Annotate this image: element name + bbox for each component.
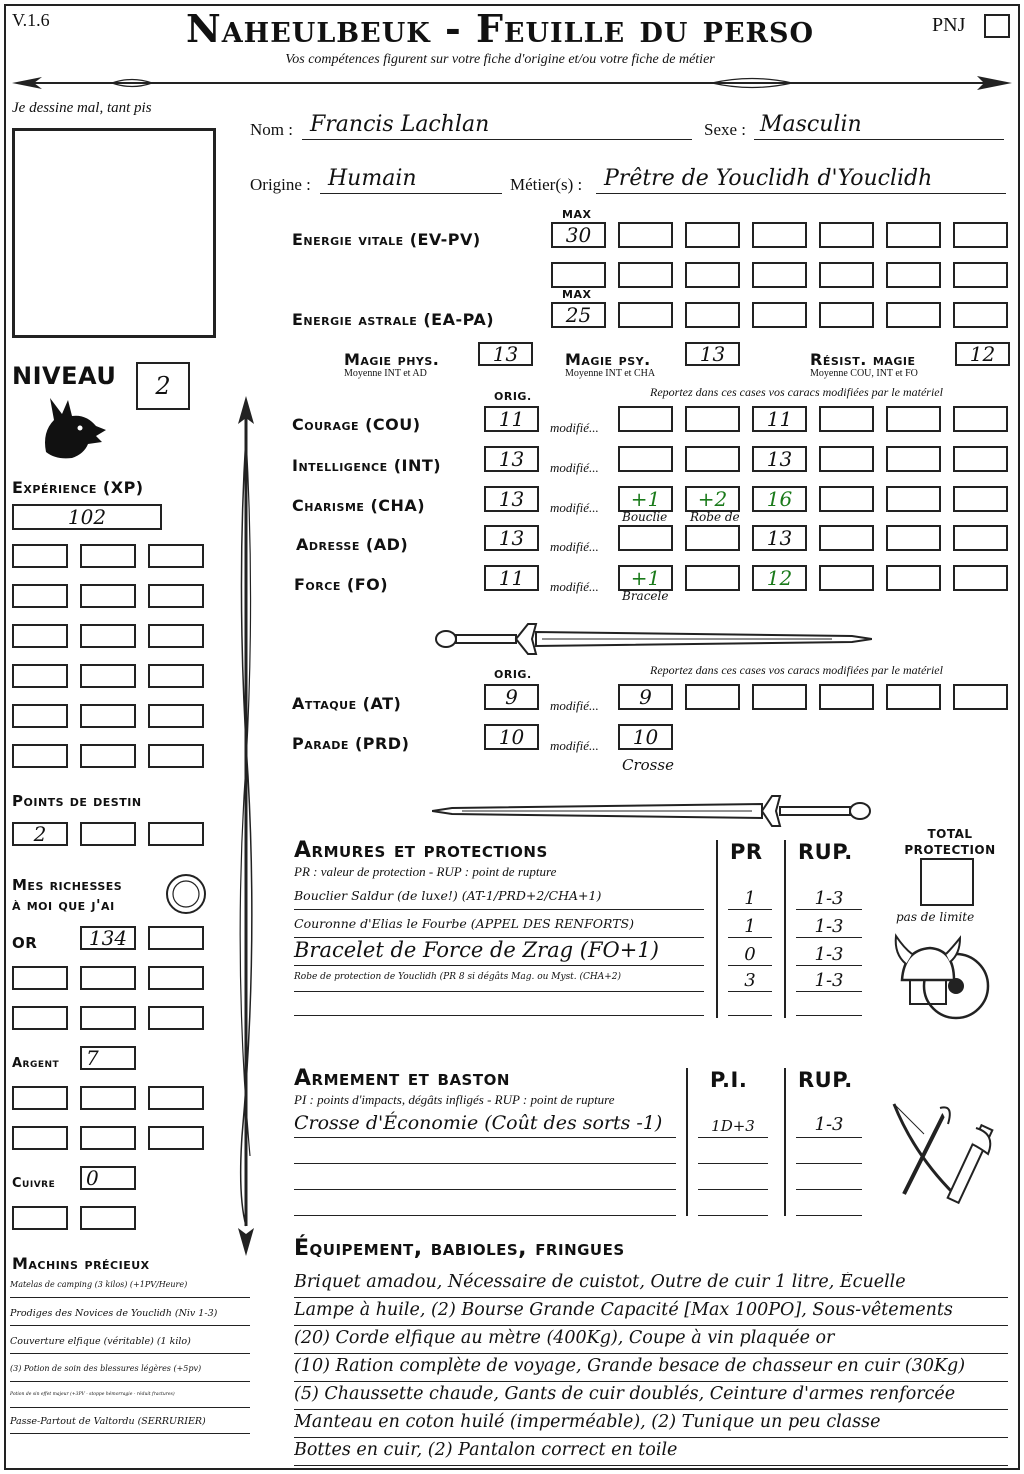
xp-label: Expérience (XP) [12,478,144,497]
prd-label: Parade (PRD) [292,734,410,753]
armure-row-rup[interactable]: 1-3 [796,970,862,992]
combat-extra-box[interactable] [819,684,874,710]
combat-extra-box[interactable] [886,684,941,710]
ea-box[interactable] [618,302,673,328]
arme-row-name[interactable] [294,1172,676,1190]
carac-final-fo[interactable]: 12 [752,565,807,591]
prd-mod-note: Crosse [622,756,674,774]
armure-row-pr[interactable]: 0 [728,944,772,966]
carac-extra-box[interactable] [953,406,1008,432]
origine-label: Origine : [250,175,311,194]
money-extra-box[interactable] [80,1206,136,1230]
total-protection-label: TOTAL PROTECTION [904,827,996,857]
xp-extra-box[interactable] [12,584,68,608]
modif-label: modifié... [550,500,599,515]
armement-rup-label: RUP. [798,1068,853,1092]
xp-extra-box[interactable] [12,664,68,688]
carac-extra-box[interactable] [953,525,1008,551]
argent-box[interactable]: 7 [80,1046,136,1070]
armures-pr-label: PR [730,840,763,864]
magie-phys-label: Magie phys. [344,350,440,369]
money-extra-box[interactable] [80,1126,136,1150]
ea-label: Energie astrale (EA-PA) [292,310,495,329]
ea-box[interactable] [819,302,874,328]
portrait-caption: Je dessine mal, tant pis [12,100,152,116]
machins-label: Machins précieux [12,1254,150,1273]
armure-row-name[interactable]: Couronne d'Elias le Fourbe (APPEL DES RENFORTS) [294,916,704,938]
equipement-line[interactable]: (10) Ration complète de voyage, Grande besace de chasseur en cuir (30Kg) [294,1356,1008,1382]
coin-icon [164,872,208,916]
carac-mod2-note-cha: Robe de [690,510,740,524]
ea-max-box[interactable]: 25 [551,302,606,328]
modif-label: modifié... [550,579,599,594]
armement-title: Armement et baston [294,1066,510,1091]
carac-mod1-note-cha: Bouclie [622,510,668,524]
destin-extra-box[interactable] [148,822,204,846]
destin-label: Points de destin [12,792,142,810]
carac-mod1-ad[interactable] [618,525,673,551]
carac-label-cou: Courage (COU) [292,415,421,434]
carac-orig-fo[interactable]: 11 [484,565,539,591]
armure-row-rup[interactable]: 1-3 [796,916,862,938]
equipement-line[interactable]: (5) Chaussette chaude, Gants de cuir doublés, Ceinture d'armes renforcée [294,1384,1008,1410]
armement-divider [784,1068,786,1216]
xp-extra-box[interactable] [80,704,136,728]
arme-row-pi[interactable] [698,1172,768,1190]
money-extra-box[interactable] [80,966,136,990]
prd-orig-box[interactable]: 10 [484,724,539,750]
machin-item[interactable]: (3) Potion de soin des blessures légères (+5pv) [10,1364,250,1382]
ev-box[interactable] [886,262,941,288]
carac-mod2-cha[interactable]: +2 [685,486,740,512]
version-label: V.1.6 [12,10,50,30]
equipement-line[interactable]: (20) Corde elfique au mètre (400Kg), Coupe à vin plaquée or [294,1328,1008,1354]
ev-box[interactable] [886,222,941,248]
machin-item[interactable]: Passe-Partout de Valtordu (SERRURIER) [10,1416,250,1434]
modif-label: modifié... [550,460,599,475]
destin-box[interactable]: 2 [12,822,68,846]
sword-icon [432,618,872,660]
money-extra-box[interactable] [12,1206,68,1230]
combat-extra-box[interactable] [685,684,740,710]
caracs-orig-label: ORIG. [494,390,532,403]
sword-icon [432,790,872,832]
xp-extra-box[interactable] [12,544,68,568]
dragon-head-icon [36,392,108,462]
cuivre-label: Cuivre [12,1176,56,1191]
ev-box[interactable] [752,262,807,288]
combat-extra-box[interactable] [752,684,807,710]
niveau-label: NIVEAU [12,362,117,390]
pnj-checkbox[interactable] [984,14,1010,38]
armure-row-rup[interactable] [796,998,862,1016]
carac-extra-box[interactable] [886,446,941,472]
money-extra-box[interactable] [148,966,204,990]
xp-extra-box[interactable] [80,664,136,688]
arme-row-rup[interactable] [796,1172,862,1190]
xp-extra-box[interactable] [80,584,136,608]
magie-psy-label: Magie psy. [565,350,651,369]
prd-mod-box[interactable]: 10 [618,724,673,750]
xp-extra-box[interactable] [148,744,204,768]
armure-row-pr[interactable]: 3 [728,970,772,992]
at-mod-box[interactable]: 9 [618,684,673,710]
armures-rup-label: RUP. [798,840,853,864]
ea-box[interactable] [685,302,740,328]
limit-note: pas de limite [896,910,975,924]
carac-mod2-cou[interactable] [685,406,740,432]
carac-extra-box[interactable] [819,406,874,432]
ev-box[interactable] [685,222,740,248]
combat-orig-label: ORIG. [494,668,532,681]
weapons-crossed-icon [884,1094,1004,1214]
arme-row-name[interactable] [294,1146,676,1164]
resist-magie-note: Moyenne COU, INT et FO [810,368,918,379]
equipement-title: Équipement, babioles, fringues [294,1236,625,1261]
ea-box[interactable] [886,302,941,328]
magie-psy-note: Moyenne INT et CHA [565,368,656,379]
machin-item[interactable]: Matelas de camping (3 kilos) (+1PV/Heure) [10,1280,250,1298]
or-box[interactable]: 134 [80,926,136,950]
at-label: Attaque (AT) [292,694,402,713]
ev-box[interactable] [551,262,606,288]
modif-label: modifié... [550,698,599,713]
carac-label-cha: Charisme (CHA) [292,496,426,515]
money-extra-box[interactable] [12,966,68,990]
ev-box[interactable] [819,262,874,288]
nom-field[interactable]: Francis Lachlan [302,112,692,140]
machin-item[interactable]: Potion de sin effet majeur (+3PV - stoppe hémorragie - réduit fractures) [10,1392,250,1408]
armement-note: PI : points d'impacts, dégâts infligés - RUP : point de rupture [294,1092,615,1107]
ea-box[interactable] [953,302,1008,328]
or-label: OR [12,934,38,952]
money-extra-box[interactable] [12,1086,68,1110]
sheet-title: Naheulbeuk - Feuille du perso [186,6,814,51]
resist-magie-label: Résist. magie [810,350,916,369]
carac-orig-cou[interactable]: 11 [484,406,539,432]
ev-box[interactable] [685,262,740,288]
equipement-line[interactable]: Bottes en cuir, (2) Pantalon correct en toile [294,1440,1008,1466]
machin-item[interactable]: Couverture elfique (véritable) (1 kilo) [10,1336,250,1354]
ev-max-box[interactable]: 30 [551,222,606,248]
carac-final-ad[interactable]: 13 [752,525,807,551]
xp-extra-box[interactable] [148,664,204,688]
arme-row-pi[interactable] [698,1146,768,1164]
magie-psy-box[interactable]: 13 [685,342,740,366]
money-extra-box[interactable] [148,1006,204,1030]
niveau-box[interactable]: 2 [136,362,190,410]
arme-row-pi[interactable] [698,1198,768,1216]
carac-orig-ad[interactable]: 13 [484,525,539,551]
spear-divider-icon [12,74,1012,92]
money-extra-box[interactable] [12,1006,68,1030]
combat-extra-box[interactable] [953,684,1008,710]
arme-row-rup[interactable] [796,1198,862,1216]
carac-mod1-cou[interactable] [618,406,673,432]
carac-label-fo: Force (FO) [294,575,389,594]
origine-field[interactable]: Humain [320,166,502,194]
xp-extra-box[interactable] [80,744,136,768]
carac-final-int[interactable]: 13 [752,446,807,472]
carac-orig-cha[interactable]: 13 [484,486,539,512]
armure-row-name[interactable]: Bracelet de Force de Zrag (FO+1) [294,938,704,966]
carac-extra-box[interactable] [819,486,874,512]
nom-label: Nom : [250,120,293,139]
carac-mod1-int[interactable] [618,446,673,472]
argent-label: Argent [12,1056,60,1071]
armure-row-pr[interactable]: 1 [728,916,772,938]
carac-mod1-note-fo: Bracele [622,589,669,603]
armures-divider [716,840,718,1018]
resist-magie-box[interactable]: 12 [955,342,1010,366]
caracs-report-note: Reportez dans ces cases vos caracs modifiées par le matériel [650,385,943,399]
carac-mod1-cha[interactable]: +1 [618,486,673,512]
carac-label-ad: Adresse (AD) [296,535,409,554]
magie-phys-box[interactable]: 13 [478,342,533,366]
xp-extra-box[interactable] [148,704,204,728]
ev-box[interactable] [819,222,874,248]
carac-extra-box[interactable] [953,565,1008,591]
armures-note: PR : valeur de protection - RUP : point de rupture [294,864,557,879]
xp-extra-box[interactable] [148,584,204,608]
arme-row-name[interactable] [294,1198,676,1216]
armement-divider [686,1068,688,1216]
arme-row-pi[interactable]: 1D+3 [698,1114,768,1138]
at-orig-box[interactable]: 9 [484,684,539,710]
modif-label: modifié... [550,420,599,435]
money-extra-box[interactable] [148,1086,204,1110]
money-extra-box[interactable] [80,1086,136,1110]
armure-row-pr[interactable] [728,998,772,1016]
ev-box[interactable] [953,222,1008,248]
richesses-label-1: Mes richesses [12,876,123,894]
metier-field[interactable]: Prêtre de Youclidh d'Youclidh [596,166,1006,194]
carac-mod2-ad[interactable] [685,525,740,551]
armure-row-name[interactable]: Bouclier Saldur (de luxe!) (AT-1/PRD+2/CHA+1) [294,888,704,910]
sheet-subtitle: Vos compétences figurent sur votre fiche d'origine et/ou votre fiche de métier [285,52,715,67]
arme-row-rup[interactable] [796,1146,862,1164]
xp-extra-box[interactable] [80,544,136,568]
carac-mod1-fo[interactable]: +1 [618,565,673,591]
arme-row-rup[interactable]: 1-3 [796,1112,862,1138]
richesses-label-2: à moi que j'ai [12,896,115,914]
ev-max-label: MAX [562,208,592,221]
carac-extra-box[interactable] [953,446,1008,472]
ev-box[interactable] [953,262,1008,288]
ev-label: Energie vitale (EV-PV) [292,230,481,249]
pnj-label: PNJ [932,14,966,36]
viking-helmet-shield-icon [892,924,992,1024]
carac-extra-box[interactable] [886,565,941,591]
equipement-line[interactable]: Lampe à huile, (2) Bourse Grande Capacité [Max 100PO], Sous-vêtements [294,1300,1008,1326]
carac-extra-box[interactable] [819,565,874,591]
carac-extra-box[interactable] [886,406,941,432]
xp-extra-box[interactable] [148,544,204,568]
armure-row-rup[interactable]: 1-3 [796,944,862,966]
xp-extra-box[interactable] [12,624,68,648]
carac-label-int: Intelligence (INT) [292,456,442,475]
armure-row-rup[interactable]: 1-3 [796,888,862,910]
ev-box[interactable] [618,262,673,288]
carac-extra-box[interactable] [819,446,874,472]
modif-label: modifié... [550,738,599,753]
carac-extra-box[interactable] [953,486,1008,512]
money-extra-box[interactable] [148,1126,204,1150]
money-extra-box[interactable] [80,1006,136,1030]
metier-label: Métier(s) : [510,175,583,194]
portrait-box[interactable] [12,128,216,338]
carac-extra-box[interactable] [886,525,941,551]
magie-phys-note: Moyenne INT et AD [344,368,427,379]
money-extra-box[interactable] [12,1126,68,1150]
armures-title: Armures et protections [294,838,548,863]
sexe-label: Sexe : [704,120,747,139]
carac-final-cha[interactable]: 16 [752,486,807,512]
armure-row-pr[interactable]: 1 [728,888,772,910]
carac-mod2-int[interactable] [685,446,740,472]
carac-extra-box[interactable] [819,525,874,551]
armure-row-name[interactable] [294,998,704,1016]
destin-extra-box[interactable] [80,822,136,846]
combat-report-note: Reportez dans ces cases vos caracs modifiées par le matériel [650,663,943,677]
equipement-line[interactable]: Manteau en coton huilé (imperméable), (2) Tunique un peu classe [294,1412,1008,1438]
carac-extra-box[interactable] [886,486,941,512]
modif-label: modifié... [550,539,599,554]
carac-final-cou[interactable]: 11 [752,406,807,432]
carac-orig-int[interactable]: 13 [484,446,539,472]
xp-extra-box[interactable] [12,704,68,728]
machin-item[interactable]: Prodiges des Novices de Youclidh (Niv 1-3) [10,1308,250,1326]
arme-row-name[interactable]: Crosse d'Économie (Coût des sorts -1) [294,1112,676,1138]
ev-box[interactable] [618,222,673,248]
xp-box[interactable]: 102 [12,504,162,530]
xp-extra-box[interactable] [12,744,68,768]
ea-max-label: MAX [562,288,592,301]
carac-mod2-fo[interactable] [685,565,740,591]
cuivre-box[interactable]: 0 [80,1166,136,1190]
ea-box[interactable] [752,302,807,328]
sexe-field[interactable]: Masculin [754,112,1004,140]
xp-extra-box[interactable] [148,624,204,648]
vertical-spear-icon [226,396,266,1256]
or-extra-box[interactable] [148,926,204,950]
xp-extra-box[interactable] [80,624,136,648]
armure-row-name[interactable]: Robe de protection de Youclidh (PR 8 si dégâts Mag. ou Myst. (CHA+2) [294,972,704,992]
equipement-line[interactable]: Briquet amadou, Nécessaire de cuistot, Outre de cuir 1 litre, Écuelle [294,1272,1008,1298]
total-protection-box[interactable] [920,858,974,906]
armement-pi-label: P.I. [710,1068,748,1092]
ev-box[interactable] [752,222,807,248]
armures-divider [784,840,786,1018]
